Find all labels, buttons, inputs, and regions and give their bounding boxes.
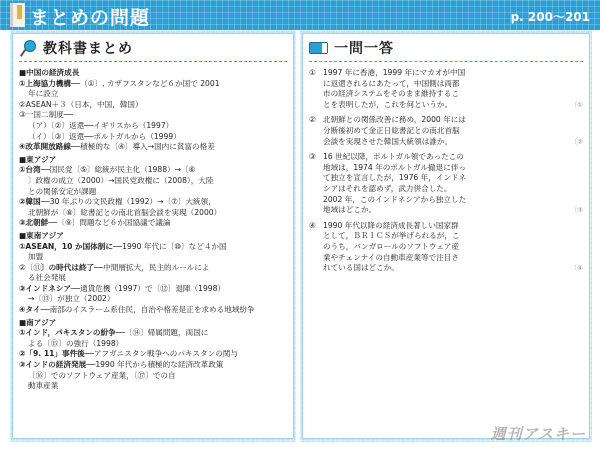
qa-title: 一問一答 — [334, 41, 394, 57]
summary-line — [19, 176, 289, 187]
right-panel — [300, 30, 592, 442]
page-range: p. 200〜201 — [510, 10, 590, 24]
summary-text: ──国民党〔⑤ — [40, 165, 87, 175]
qa-question-line: 北朝鮮との関係改善に務め，2000 年には — [323, 115, 466, 125]
summary-text: 〔⑯ — [28, 370, 44, 380]
qa-answer-blank[interactable]: 〔④ — [570, 264, 583, 273]
summary-text: 北朝鮮が〔⑧ — [28, 207, 73, 217]
summary-text: →〔⑬ — [28, 294, 50, 304]
textbook-summary-content — [19, 68, 289, 392]
qa-question-line: のうち，バンガロールのソフトウェア産 — [323, 241, 460, 251]
qa-item — [309, 68, 585, 110]
qa-number: ③ — [309, 152, 316, 162]
summary-line — [19, 100, 289, 111]
summary-text: ④タイ — [19, 305, 41, 315]
summary-line — [19, 252, 289, 263]
summary-text: 積極的な〔④ — [80, 142, 125, 152]
summary-line — [19, 242, 289, 253]
qa-question-line: シアはそれを認めず，武力併合した。 — [323, 183, 452, 193]
summary-text: 〕, カザフスタンなど６か国で 2001 — [94, 78, 220, 88]
summary-line — [19, 89, 289, 100]
summary-text: 〕政権の成立（2000）→国民党政権に（2008），大陸 — [28, 175, 214, 185]
summary-text: 〕でのソフトウェア産業，〔⑰ — [43, 370, 146, 380]
eraser-icon — [309, 42, 328, 54]
summary-line — [19, 360, 289, 371]
summary-text: る社会発展 — [28, 273, 66, 283]
qa-question-line: 1990 年代以降の経済成長著しい国家群 — [323, 220, 459, 230]
qa-question-line: 地域はどこか。 — [323, 205, 377, 215]
summary-text: ①インド，パキスタンの紛争 — [19, 328, 116, 338]
summary-text: 〕退陣（1998） — [167, 283, 226, 293]
bookmark-icon — [10, 3, 25, 27]
summary-text: ②ASEAN＋３（日本，中国，韓国） — [19, 99, 143, 109]
summary-text: ──南部のイスラーム系住民，自治や格差是正を求める地域紛争 — [40, 305, 255, 315]
summary-text: （ア）〔② — [28, 120, 62, 130]
summary-text: ④改革開放路線── — [19, 142, 81, 152]
summary-line — [19, 349, 289, 360]
summary-line — [19, 132, 289, 143]
qa-question-line: 業やチェンナイの自動車産業等で注目さ — [323, 252, 459, 262]
summary-text: よる〔⑮ — [28, 338, 59, 348]
qa-item — [309, 115, 585, 147]
summary-line — [19, 197, 289, 208]
qa-question-line: とを表明したが，これを何というか。 — [323, 99, 453, 109]
summary-text: 〕など４か国 — [181, 241, 227, 251]
qa-item — [309, 221, 585, 274]
summary-text: 〕返還──イギリスから（1997） — [61, 120, 174, 130]
summary-text: 〕の時代は終了 — [41, 262, 95, 272]
summary-text: 動車産業 — [28, 381, 59, 391]
summary-line — [19, 305, 289, 316]
summary-text: 〕総書記との南北首脳会談を実現（2000） — [72, 207, 222, 217]
summary-text: 〕での自 — [145, 370, 176, 380]
qa-question-line: 1997 年に香港，1999 年にマカオが中国 — [323, 68, 466, 77]
summary-text: との関係安定が課題 — [28, 186, 97, 196]
summary-line — [19, 273, 289, 284]
summary-text: 〕問題など６か国協議で議論 — [71, 218, 171, 228]
qa-answer-blank[interactable]: 〔① — [570, 100, 583, 109]
qa-number: ① — [309, 68, 316, 77]
summary-line — [19, 218, 289, 229]
textbook-summary-card — [12, 33, 294, 439]
summary-line — [19, 294, 289, 305]
summary-line — [19, 142, 289, 153]
summary-text: ②〔⑪ — [19, 262, 41, 272]
publisher-watermark: 週刊アスキー — [490, 425, 586, 443]
qa-question-line: に返還されるにあたって，中国側は両都 — [323, 78, 460, 88]
summary-line — [19, 339, 289, 350]
summary-text: 〕大統領， — [177, 197, 216, 207]
summary-line — [19, 110, 289, 121]
qa-question-line: 地域は，1974 年のポルトガル撤退に伴っ — [323, 162, 467, 172]
summary-line — [19, 208, 289, 219]
qa-question-line: として，ＢＲＩＣＳが挙げられるが，こ — [323, 231, 460, 241]
summary-text: 〕返還──ポルトガルから（1999） — [61, 131, 181, 141]
summary-category-heading: ■東南アジア — [19, 230, 64, 240]
qa-answer-blank[interactable]: 〔③ — [570, 206, 583, 215]
textbook-summary-header — [19, 38, 133, 58]
qa-question-line: 市の経済システムをそのまま維持するこ — [323, 89, 459, 99]
summary-line — [19, 263, 289, 274]
summary-text: ──アフガニスタン戦争へのパキスタンの関与 — [84, 349, 238, 359]
summary-text: 〕帰属問題，両国に — [140, 328, 209, 338]
summary-text: 〕が独立（2002） — [49, 294, 115, 304]
textbook-summary-title: 教科書まとめ — [43, 41, 133, 57]
section-divider — [19, 61, 287, 62]
qa-item — [309, 152, 585, 216]
summary-text: （① — [80, 78, 95, 88]
qa-question-line: て独立を宣言したが，1976 年，インドネ — [323, 173, 467, 183]
qa-header — [309, 38, 394, 58]
summary-text: （イ）〔③ — [28, 131, 62, 141]
summary-text: ②「9. 11」事件後 — [19, 349, 85, 359]
summary-text: 〕総統が民主化（1988）→〔⑥ — [86, 165, 196, 175]
qa-question-line: 16 世紀以降，ポルトガル領であったこの — [323, 152, 464, 162]
summary-text: 加盟 — [28, 252, 44, 262]
summary-text: ──1990 年代に〔⑩ — [112, 241, 182, 251]
qa-number: ② — [309, 115, 316, 125]
summary-text: ③一国二制度── — [19, 110, 73, 120]
summary-text: ②韓国 — [19, 197, 41, 207]
qa-question-line: 2002 年，このインドネシアから独立した — [323, 194, 467, 204]
qa-number: ④ — [309, 220, 316, 230]
qa-content — [309, 68, 585, 279]
summary-text: 〕の強行（1998） — [58, 338, 124, 348]
summary-text: ①上海協力機構── — [19, 78, 81, 88]
summary-text: ──中間層拡大，民主的ルールによ — [94, 262, 210, 272]
qa-answer-blank[interactable]: 〔② — [570, 137, 583, 146]
summary-line — [19, 121, 289, 132]
qa-card — [302, 33, 590, 439]
qa-question-line: 会談を実現させた韓国大統領は誰か。 — [323, 136, 453, 146]
summary-line — [19, 381, 289, 392]
qa-question-line: 分断後初めて金正日総書記との南北首脳 — [323, 125, 460, 135]
summary-category-heading: ■南アジア — [19, 317, 57, 327]
summary-text: ③北朝鮮 — [19, 218, 49, 228]
header-bar — [0, 0, 600, 30]
left-panel — [10, 30, 296, 442]
summary-line — [19, 284, 289, 295]
pushpin-icon — [19, 39, 37, 57]
section-divider — [309, 61, 583, 62]
summary-line — [19, 187, 289, 198]
summary-text: ③インドネシア — [19, 283, 71, 293]
summary-category-heading: ■東アジア — [19, 154, 57, 164]
summary-text: ──30 年ぶりの文民政権（1992）→〔⑦ — [40, 197, 178, 207]
summary-text: 年に設立 — [28, 89, 59, 99]
summary-line — [19, 165, 289, 176]
summary-text: ①台湾 — [19, 165, 41, 175]
summary-line — [19, 79, 289, 90]
summary-category-heading: ■中国の経済成長 — [19, 68, 80, 77]
summary-line — [19, 371, 289, 382]
summary-text: ──〔⑭ — [115, 328, 141, 338]
summary-line — [19, 328, 289, 339]
summary-text: ──1990 年代から積極的な経済改革政策 — [86, 360, 224, 370]
summary-text: ①ASEAN，10 か国体制に — [19, 241, 113, 251]
summary-text: ──〔⑨ — [48, 218, 72, 228]
summary-text: 〕導入→国内に貧富の格差 — [124, 142, 215, 152]
qa-question-line: れている国はどこか。 — [323, 263, 399, 273]
summary-text: ──通貨危機（1997）で〔⑫ — [70, 283, 168, 293]
page-title: まとめの問題 — [30, 7, 151, 29]
summary-text: ③インドの経済発展 — [19, 360, 87, 370]
